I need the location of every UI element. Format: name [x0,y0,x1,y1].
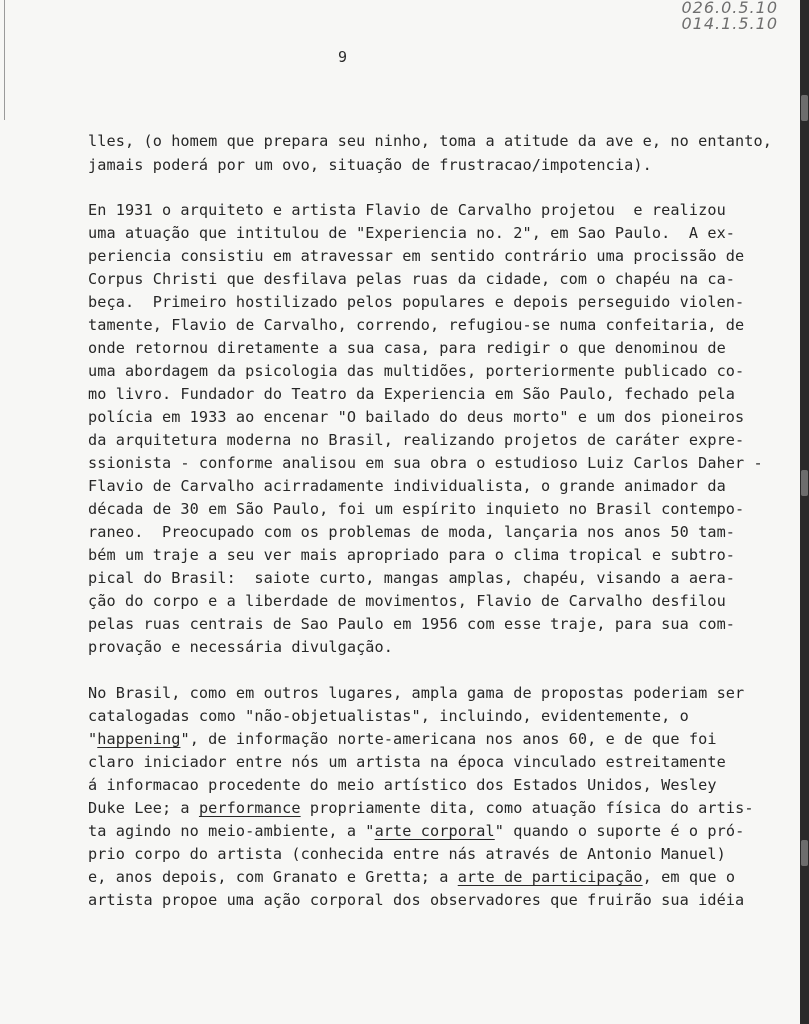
text-line: jamais poderá por um ovo, situação de frustracao/impotencia). [88,156,652,174]
underlined-term: arte corporal [374,822,495,840]
text-line: periencia consistiu em atravessar em sentido contrário uma procissão de [88,247,745,265]
text-line: uma abordagem da psicologia das multidões, porteriormente publicado co- [88,362,745,380]
text-line: ção do corpo e a liberdade de movimentos, Flavio de Carvalho desfilou [88,592,726,610]
text-line: beça. Primeiro hostilizado pelos populares e depois perseguido violen- [88,293,745,311]
text-segment: propriamente dita, como atuação física do artis- [300,799,754,817]
text-line: En 1931 o arquiteto e artista Flavio de Carvalho projetou e realizou [88,201,726,219]
text-line: ssionista - conforme analisou em sua obra o estudioso Luiz Carlos Daher - [88,454,763,472]
text-line: onde retornou diretamente a sua casa, para redigir o que denominou de [88,339,726,357]
text-line: Corpus Christi que desfilava pelas ruas da cidade, com o chapéu na ca- [88,270,736,288]
page-number: 9 [338,48,348,66]
binder-edge [800,0,809,1024]
text-line: tamente, Flavio de Carvalho, correndo, refugiou-se numa confeitaria, de [88,316,745,334]
text-line: pical do Brasil: saiote curto, mangas amplas, chapéu, visando a aera- [88,569,736,587]
text-line [88,730,717,748]
text-line: uma atuação que intitulou de "Experiencia no. 2", em Sao Paulo. A ex- [88,224,736,242]
text-line: pelas ruas centrais de Sao Paulo em 1956 com esse traje, para sua com- [88,615,736,633]
text-line [88,799,754,817]
text-line: No Brasil, como em outros lugares, ampla gama de propostas poderiam ser [88,684,745,702]
text-segment: ta agindo no meio-ambiente, a " [88,822,375,840]
text-line: bém um traje a seu ver mais apropriado para o clima tropical e subtro- [88,546,736,564]
text-line: artista propoe uma ação corporal dos observadores que fruirão sua idéia [88,891,745,909]
text-segment: e, anos depois, com Granato e Gretta; a [88,868,458,886]
text-line: catalogadas como "não-objetualistas", incluindo, evidentemente, o [88,707,689,725]
underlined-term: performance [198,799,301,817]
text-line: lles, (o homem que prepara seu ninho, toma a atitude da ave e, no entanto, [88,132,773,150]
underlined-term: happening [97,730,181,748]
scan-edge-mark [4,0,5,120]
text-segment: Duke Lee; a [88,799,199,817]
text-line: prio corpo do artista (conhecida entre nás através de Antonio Manuel) [88,845,726,863]
text-line: claro iniciador entre nós um artista na época vinculado estreitamente [88,753,726,771]
text-segment: , em que o [642,868,736,886]
text-line: mo livro. Fundador do Teatro da Experiencia em São Paulo, fechado pela [88,385,736,403]
text-line: provação e necessária divulgação. [88,638,394,656]
text-segment: " quando o suporte é o pró- [494,822,745,840]
text-line: Flavio de Carvalho acirradamente individualista, o grande animador da [88,477,726,495]
text-line: da arquitetura moderna no Brasil, realizando projetos de caráter expre- [88,431,745,449]
text-line: raneo. Preocupado com os problemas de moda, lançaria nos anos 50 tam- [88,523,736,541]
text-segment: ", de informação norte-americana nos anos 60, e de que foi [180,730,717,748]
binder-hole [801,95,808,121]
text-line: polícia em 1933 ao encenar "O bailado do deus morto" e um dos pioneiros [88,408,745,426]
archive-code-2: 014.1.5.10 [681,14,778,33]
binder-hole [801,470,808,496]
text-line: á informacao procedente do meio artístico dos Estados Unidos, Wesley [88,776,717,794]
text-line [88,868,735,886]
text-segment: " [88,730,98,748]
text-line [88,822,744,840]
archive-code-1: 026.0.5.10 [681,0,778,17]
binder-hole [801,840,808,866]
underlined-term: arte de participação [457,868,643,886]
text-line: década de 30 em São Paulo, foi um espírito inquieto no Brasil contempo- [88,500,745,518]
